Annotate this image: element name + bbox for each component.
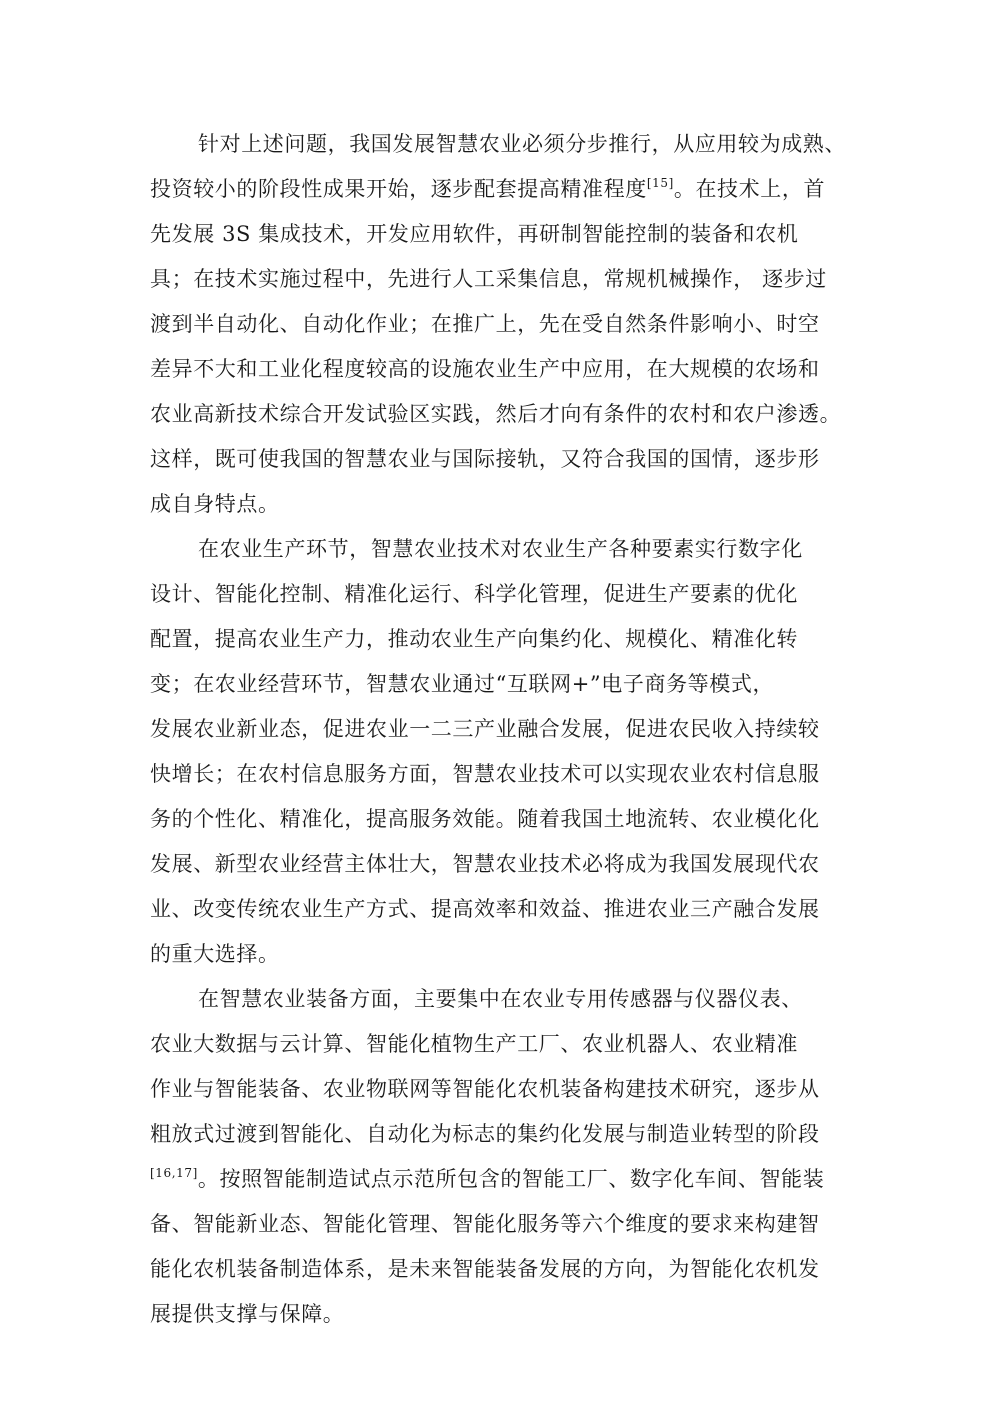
text-line: 成自身特点。 (150, 492, 280, 516)
text-line: 发展农业新业态，促进农业一二三产业融合发展，促进农民收入持续较 (150, 717, 820, 741)
text-line: 快增长；在农村信息服务方面，智慧农业技术可以实现农业农村信息服 (150, 762, 820, 786)
text-line: 务的个性化、精准化，提高服务效能。随着我国土地流转、农业模化化 (150, 807, 820, 831)
text-line: 备、智能新业态、智能化管理、智能化服务等六个维度的要求来构建智 (150, 1212, 820, 1236)
text-line: 针对上述问题，我国发展智慧农业必须分步推行，从应用较为成熟、 (198, 132, 846, 156)
text-line: 的重大选择。 (150, 942, 280, 966)
text-line: [16,17]。按照智能制造试点示范所包含的智能工厂、数字化车间、智能装 (150, 1166, 825, 1191)
text-line: 展提供支撑与保障。 (150, 1302, 345, 1326)
text-line: 农业高新技术综合开发试验区实践，然后才向有条件的农村和农户渗透。 (150, 402, 842, 426)
paragraph-2 (150, 527, 870, 977)
paragraph-1 (150, 122, 870, 527)
text-line: 农业大数据与云计算、智能化植物生产工厂、农业机器人、农业精准 (150, 1032, 798, 1056)
text-line: 在农业生产环节，智慧农业技术对农业生产各种要素实行数字化 (198, 537, 803, 561)
citation-ref: [15] (646, 176, 674, 190)
citation-ref: [16,17] (150, 1166, 198, 1180)
text-line: 能化农机装备制造体系，是未来智能装备发展的方向，为智能化农机发 (150, 1257, 820, 1281)
text-line: 投资较小的阶段性成果开始，逐步配套提高精准程度[15]。在技术上，首 (150, 176, 826, 201)
text-line: 发展、新型农业经营主体壮大，智慧农业技术必将成为我国发展现代农 (150, 852, 820, 876)
text-line: 配置，提高农业生产力，推动农业生产向集约化、规模化、精准化转 (150, 627, 798, 651)
text-line: 先发展 3S 集成技术，开发应用软件，再研制智能控制的装备和农机 (150, 222, 799, 246)
document-body (150, 122, 870, 1337)
text-line: 具；在技术实施过程中，先进行人工采集信息，常规机械操作， 逐步过 (150, 267, 827, 291)
text-line: 变；在农业经营环节，智慧农业通过“互联网+”电子商务等模式， (150, 672, 775, 696)
text-line: 作业与智能装备、农业物联网等智能化农机装备构建技术研究，逐步从 (150, 1077, 820, 1101)
text-line: 差异不大和工业化程度较高的设施农业生产中应用，在大规模的农场和 (150, 357, 820, 381)
text-line: 在智慧农业装备方面，主要集中在农业专用传感器与仪器仪表、 (198, 987, 803, 1011)
text-line: 设计、智能化控制、精准化运行、科学化管理，促进生产要素的优化 (150, 582, 798, 606)
text-line: 这样，既可使我国的智慧农业与国际接轨，又符合我国的国情，逐步形 (150, 447, 820, 471)
text-line: 业、改变传统农业生产方式、提高效率和效益、推进农业三产融合发展 (150, 897, 820, 921)
text-line: 渡到半自动化、自动化作业；在推广上，先在受自然条件影响小、时空 (150, 312, 820, 336)
paragraph-3 (150, 977, 870, 1337)
text-line: 粗放式过渡到智能化、自动化为标志的集约化发展与制造业转型的阶段 (150, 1122, 820, 1146)
